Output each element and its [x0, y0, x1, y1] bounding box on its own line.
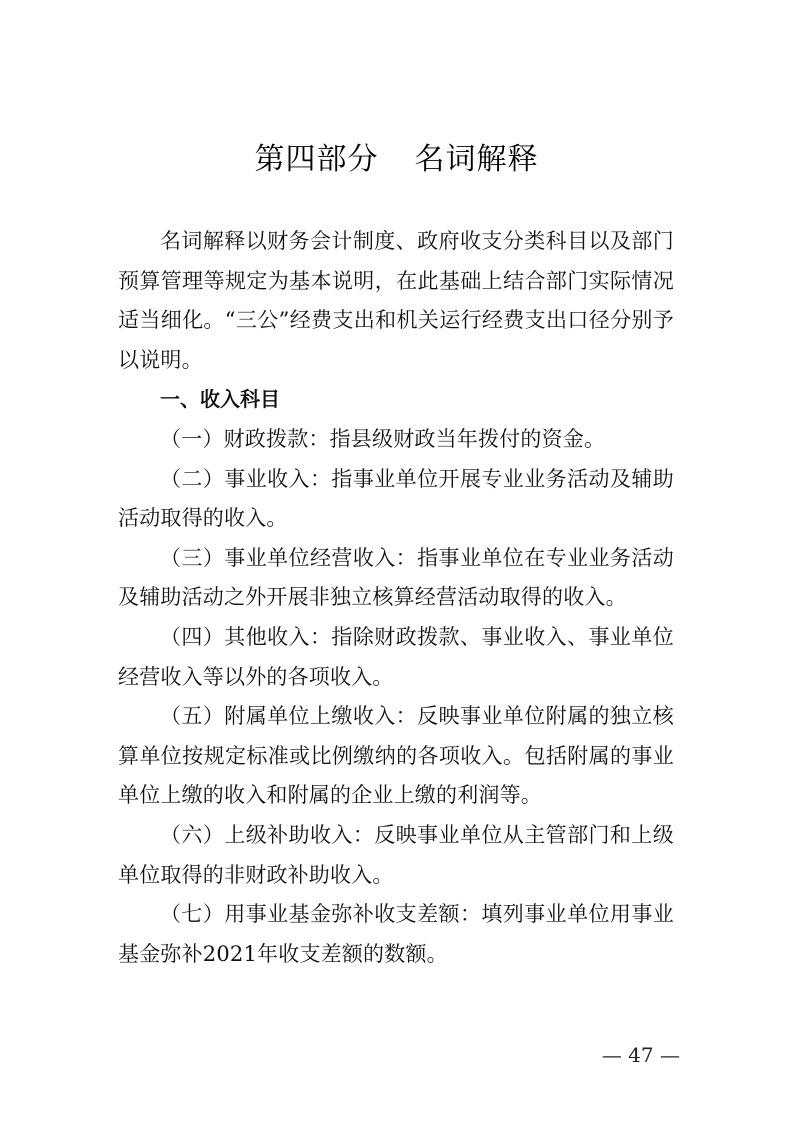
intro-paragraph: 名词解释以财务会计制度、政府收支分类科目以及部门预算管理等规定为基本说明，在此基础上结合部门实际情况适当细化。“三公”经费支出和机关运行经费支出口径分别予以说明。 — [118, 229, 674, 372]
item-paragraph: （六）上级补助收入：反映事业单位从主管部门和上级单位取得的非财政补助收入。 — [118, 822, 674, 887]
title-part: 第四部分 — [254, 142, 379, 177]
item-paragraph: （四）其他收入：指除财政拨款、事业收入、事业单位经营收入等以外的各项收入。 — [118, 624, 674, 689]
item-paragraph: （三）事业单位经营收入：指事业单位在专业业务活动及辅助活动之外开展非独立核算经营活动取得的收入。 — [118, 545, 674, 610]
page-number: — 47 — — [601, 1043, 680, 1067]
item-paragraph: （一）财政拨款：指县级财政当年拨付的资金。 — [160, 426, 606, 451]
title-name: 名词解释 — [414, 142, 539, 177]
item-paragraph: （五）附属单位上缴收入：反映事业单位附属的独立核算单位按规定标准或比例缴纳的各项收入。包括附属的事业单位上缴的收入和附属的企业上缴的利润等。 — [118, 704, 674, 808]
document-body — [118, 222, 674, 974]
item-paragraph: （七）用事业基金弥补收支差额：填列事业单位用事业基金弥补2021年收支差额的数额。 — [118, 902, 674, 966]
page-title — [0, 138, 793, 182]
item-paragraph: （二）事业收入：指事业单位开展专业业务活动及辅助活动取得的收入。 — [118, 466, 674, 531]
section-heading: 一、收入科目 — [160, 387, 280, 412]
